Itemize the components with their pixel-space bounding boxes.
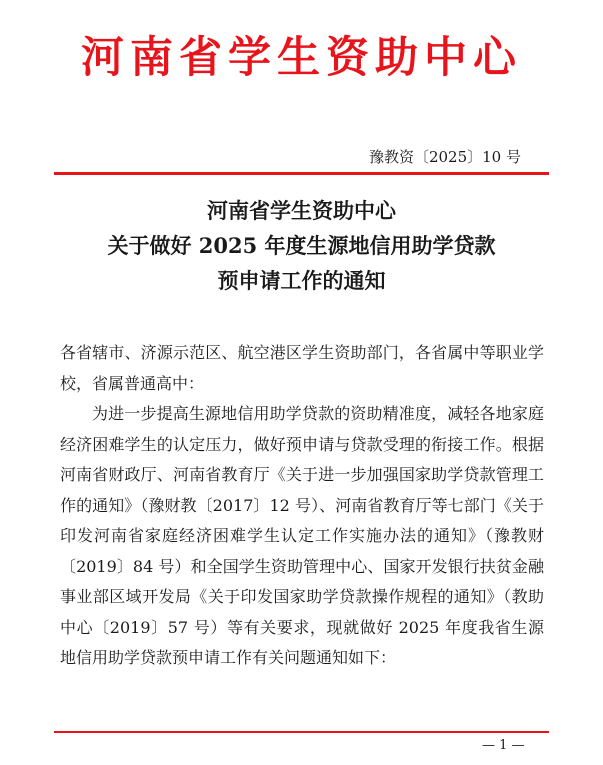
header-red-rule: [54, 172, 549, 175]
title-line-1: 河南省学生资助中心: [207, 198, 396, 223]
document-title: [0, 193, 603, 298]
document-body: [60, 338, 544, 674]
title-line-2: 关于做好 2025 年度生源地信用助学贷款: [107, 233, 496, 258]
title-line-3: 预申请工作的通知: [217, 268, 386, 293]
body-paragraph: 为进一步提高生源地信用助学贷款的资助精准度，减轻各地家庭经济困难学生的认定压力，做好预申请与贷款受理的衔接工作。根据河南省财政厅、河南省教育厅《关于进一步加强国家助学贷款管理工作的通知》（豫财教〔2017〕12 号）、河南省教育厅等七部门《关于印发河南省家庭经济困难学生认定工作实施办法的通知》（豫教财〔2019〕84 号）和全国学生资助管理中心、国家开发银行扶贫金融事业部区域开发局《关于印发国家助学贷款操作规程的通知》（教助中心〔2019〕57 号）等有关要求，现就做好 2025 年度我省生源地信用助学贷款预申请工作有关问题通知如下：: [60, 404, 544, 667]
footer-red-rule: [54, 731, 549, 733]
masthead-organization: 河南省学生资助中心: [81, 33, 522, 83]
document-number: 豫教资〔2025〕10 号: [368, 148, 521, 166]
page-number: — 1 —: [482, 738, 525, 753]
salutation: 各省辖市、济源示范区、航空港区学生资助部门，各省属中等职业学校，省属普通高中：: [60, 343, 544, 393]
